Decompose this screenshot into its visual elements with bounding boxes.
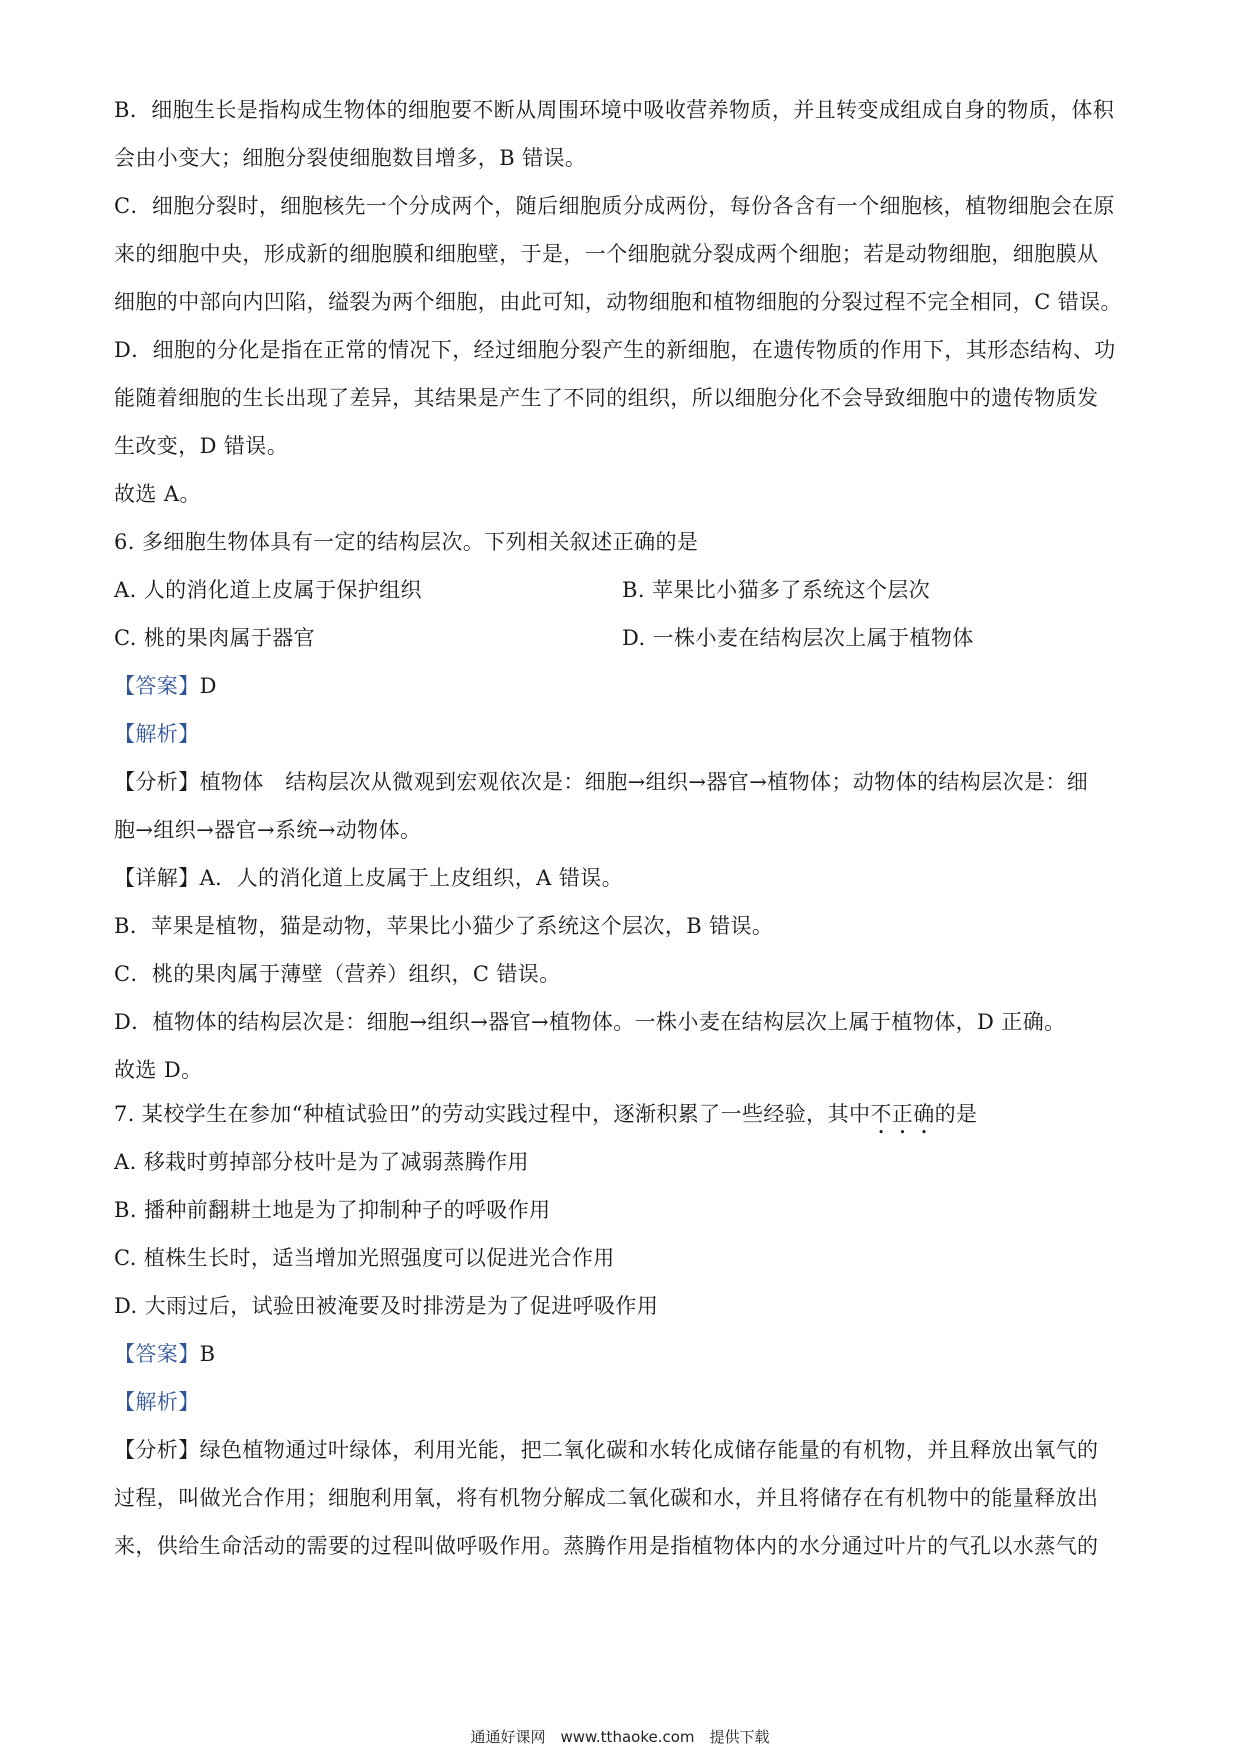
- text-line-d1: D．细胞的分化是指在正常的情况下，经过细胞分裂产生的新细胞，在遗传物质的作用下，其形态结构、功: [114, 338, 1116, 362]
- q7-option-d: D. 大雨过后，试验田被淹要及时排涝是为了促进呼吸作用: [114, 1294, 659, 1318]
- xiangjie-tag: 【详解】: [114, 866, 200, 890]
- q7-fenxi-line3: 来，供给生命活动的需要的过程叫做呼吸作用。蒸腾作用是指植物体内的水分通过叶片的气孔以水蒸气的: [114, 1534, 1099, 1558]
- question-6-options-row1: [114, 576, 1130, 605]
- answer-tag: 【答案】: [114, 1342, 200, 1366]
- answer-value: B: [199, 1342, 216, 1366]
- document-page: [114, 96, 1130, 1561]
- q7-option-b: B. 播种前翻耕土地是为了抑制种子的呼吸作用: [114, 1198, 551, 1222]
- question-7-stem: [114, 1100, 1130, 1129]
- fenxi-tag: 【分析】: [114, 770, 200, 794]
- question-6-stem: 6. 多细胞生物体具有一定的结构层次。下列相关叙述正确的是: [114, 530, 699, 554]
- q7-fenxi-line2: 过程，叫做光合作用；细胞利用氧，将有机物分解成二氧化碳和水，并且将储存在有机物中的能量释放出: [114, 1486, 1099, 1510]
- q6-answer: [114, 672, 1130, 701]
- text-line-b2: 会由小变大；细胞分裂使细胞数目增多，B 错误。: [114, 146, 587, 170]
- q6-option-a: A. 人的消化道上皮属于保护组织: [114, 578, 422, 602]
- q6-detail-d: D．植物体的结构层次是：细胞→组织→器官→植物体。一株小麦在结构层次上属于植物体，D 正确。: [114, 1010, 1066, 1034]
- choose-line-q5: 故选 A。: [114, 482, 201, 506]
- analysis-tag: 【解析】: [114, 722, 200, 746]
- q6-choose: 故选 D。: [114, 1058, 203, 1082]
- q6-analysis-heading: [114, 720, 1130, 749]
- q6-fenxi-line2: 胞→组织→器官→系统→动物体。: [114, 818, 422, 842]
- text-line-b1: B．细胞生长是指构成生物体的细胞要不断从周围环境中吸收营养物质，并且转变成组成自身的物质，体积: [114, 98, 1115, 122]
- q6-option-b: B. 苹果比小猫多了系统这个层次: [622, 578, 931, 602]
- analysis-tag: 【解析】: [114, 1390, 200, 1414]
- q6-detail-b: B．苹果是植物，猫是动物，苹果比小猫少了系统这个层次，B 错误。: [114, 914, 774, 938]
- q6-option-d: D. 一株小麦在结构层次上属于植物体: [622, 626, 974, 650]
- answer-tag: 【答案】: [114, 674, 200, 698]
- q7-option-c: C. 植株生长时，适当增加光照强度可以促进光合作用: [114, 1246, 615, 1270]
- q7-stem-emphasis: 不正确: [870, 1102, 935, 1126]
- text-line-d3: 生改变，D 错误。: [114, 434, 289, 458]
- q7-fenxi-line1: [114, 1436, 1130, 1465]
- question-6-options-row2: [114, 624, 1130, 653]
- q7-stem-pre: 7. 某校学生在参加“种植试验田”的劳动实践过程中，逐渐积累了一些经验，其中: [114, 1102, 871, 1126]
- text-line-d2: 能随着细胞的生长出现了差异，其结果是产生了不同的组织，所以细胞分化不会导致细胞中的遗传物质发: [114, 386, 1099, 410]
- text-line-c1: C．细胞分裂时，细胞核先一个分成两个，随后细胞质分成两份，每份各含有一个细胞核，植物细胞会在原: [114, 194, 1115, 218]
- q7-option-a: A. 移栽时剪掉部分枝叶是为了减弱蒸腾作用: [114, 1150, 529, 1174]
- fenxi-tag: 【分析】: [114, 1438, 200, 1462]
- detail-a-text: A．人的消化道上皮属于上皮组织，A 错误。: [199, 866, 624, 890]
- text-line-c3: 细胞的中部向内凹陷，缢裂为两个细胞，由此可知，动物细胞和植物细胞的分裂过程不完全相同，C 错误。: [114, 290, 1122, 314]
- q7-analysis-heading: [114, 1388, 1130, 1417]
- q6-detail-c: C．桃的果肉属于薄壁（营养）组织，C 错误。: [114, 962, 561, 986]
- text-line-c2: 来的细胞中央，形成新的细胞膜和细胞壁，于是，一个细胞就分裂成两个细胞；若是动物细胞，细胞膜从: [114, 242, 1099, 266]
- fenxi-text: 绿色植物通过叶绿体，利用光能，把二氧化碳和水转化成储存能量的有机物，并且释放出氧气的: [199, 1438, 1099, 1462]
- fenxi-text: 植物体 结构层次从微观到宏观依次是：细胞→组织→器官→植物体；动物体的结构层次是：细: [199, 770, 1089, 794]
- q6-fenxi-line1: [114, 768, 1130, 797]
- answer-value: D: [199, 674, 217, 698]
- q7-answer: [114, 1340, 1130, 1369]
- page-footer: 通通好课网 www.tthaoke.com 提供下载: [470, 1728, 770, 1746]
- q7-stem-post: 的是: [934, 1102, 978, 1126]
- q6-option-c: C. 桃的果肉属于器官: [114, 626, 316, 650]
- q6-detail-a: [114, 864, 1130, 893]
